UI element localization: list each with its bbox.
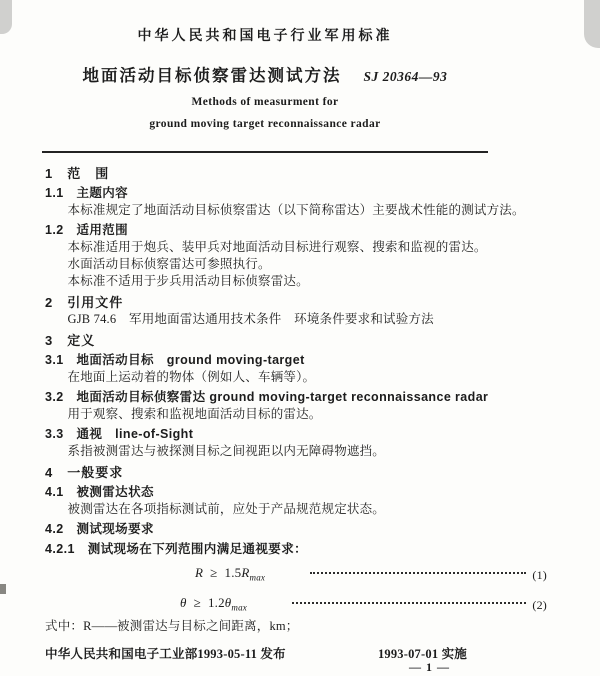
formula-2-relation: ≥ <box>193 594 201 610</box>
formula-row-2 <box>45 594 555 616</box>
section-3-2-paragraph: 用于观察、搜索和监视地面活动目标的雷达。 <box>67 407 322 421</box>
section-3-2-heading: 3.2 地面活动目标侦察雷达 ground moving-target reconnaissance radar <box>45 390 489 404</box>
section-4-2-heading: 4.2 测试现场要求 <box>45 522 154 536</box>
section-3-1-heading: 3.1 地面活动目标 ground moving-target <box>45 353 305 367</box>
section-1-2-paragraph-2: 水面活动目标侦察雷达可参照执行。 <box>67 257 271 271</box>
formula-2-subscript: max <box>231 602 247 613</box>
formula-1-number: (1) <box>532 567 547 582</box>
formula-1-lhs-variable: R <box>195 564 204 580</box>
title-row <box>0 62 530 86</box>
document-title-en-line1: Methods of measurment for <box>191 96 339 108</box>
scan-artifact-left-edge <box>0 584 6 594</box>
standard-number: SJ 20364—93 <box>363 69 448 84</box>
page-number: — 1 — <box>409 660 450 674</box>
formula-2-lhs-variable: θ <box>180 594 187 610</box>
document-title-cn: 地面活动目标侦察雷达测试方法 <box>82 67 342 85</box>
section-4-heading: 4 一般要求 <box>45 465 124 480</box>
standard-type-heading: 中华人民共和国电子行业军用标准 <box>137 27 393 43</box>
section-1-1-paragraph: 本标准规定了地面活动目标侦察雷达（以下简称雷达）主要战术性能的测试方法。 <box>67 203 525 217</box>
section-1-heading: 1 范 围 <box>45 166 110 181</box>
section-4-1-heading: 4.1 被测雷达状态 <box>45 485 154 499</box>
referenced-document-line: GJB 74.6 军用地面雷达通用技术条件 环境条件要求和试验方法 <box>67 312 434 326</box>
dot-leader <box>310 572 526 574</box>
section-3-3-heading: 3.3 通视 line-of-Sight <box>45 427 194 441</box>
formula-1-coefficient: 1.5 <box>224 564 242 580</box>
section-2-heading: 2 引用文件 <box>45 295 124 310</box>
section-1-2-paragraph-3: 本标准不适用于步兵用活动目标侦察雷达。 <box>67 274 309 288</box>
formula-1-relation: ≥ <box>210 564 218 580</box>
document-footer <box>45 644 555 662</box>
formula-row-1 <box>45 564 555 586</box>
document-title-en-line2: ground moving target reconnaissance radar <box>149 118 381 130</box>
section-4-2-1-heading: 4.2.1 测试现场在下列范围内满足通视要求： <box>45 542 308 556</box>
formula-1-rhs-variable: R <box>241 564 250 580</box>
scan-artifact-top-left <box>0 0 12 34</box>
formula-2-number: (2) <box>532 597 547 612</box>
issue-statement: 中华人民共和国电子工业部1993-05-11 发布 <box>45 647 286 661</box>
section-3-1-paragraph: 在地面上运动着的物体（例如人、车辆等）。 <box>67 370 316 384</box>
dot-leader <box>292 602 526 604</box>
implementation-date: 1993-07-01 实施 <box>377 647 467 661</box>
section-1-2-heading: 1.2 适用范围 <box>45 223 129 237</box>
document-header <box>0 0 600 153</box>
section-3-3-paragraph: 系指被测雷达与被探测目标之间视距以内无障碍物遮挡。 <box>67 444 386 458</box>
formula-2-expression <box>180 594 247 617</box>
section-4-1-paragraph: 被测雷达在各项指标测试前，应处于产品规范规定状态。 <box>67 502 386 516</box>
formula-2-rhs-variable: θ <box>224 594 232 610</box>
section-1-1-heading: 1.1 主题内容 <box>45 186 129 200</box>
formula-where-clause: 式中：R——被测雷达与目标之间距离，km； <box>45 619 299 633</box>
section-1-2-paragraph-1: 本标准适用于炮兵、装甲兵对地面活动目标进行观察、搜索和监视的雷达。 <box>67 240 487 254</box>
formula-1-subscript: max <box>249 572 266 583</box>
scan-artifact-top-right <box>584 0 600 48</box>
formula-2-coefficient: 1.2 <box>207 594 225 610</box>
formula-1-expression <box>195 564 265 587</box>
document-body <box>0 153 600 635</box>
section-3-heading: 3 定义 <box>45 333 96 348</box>
